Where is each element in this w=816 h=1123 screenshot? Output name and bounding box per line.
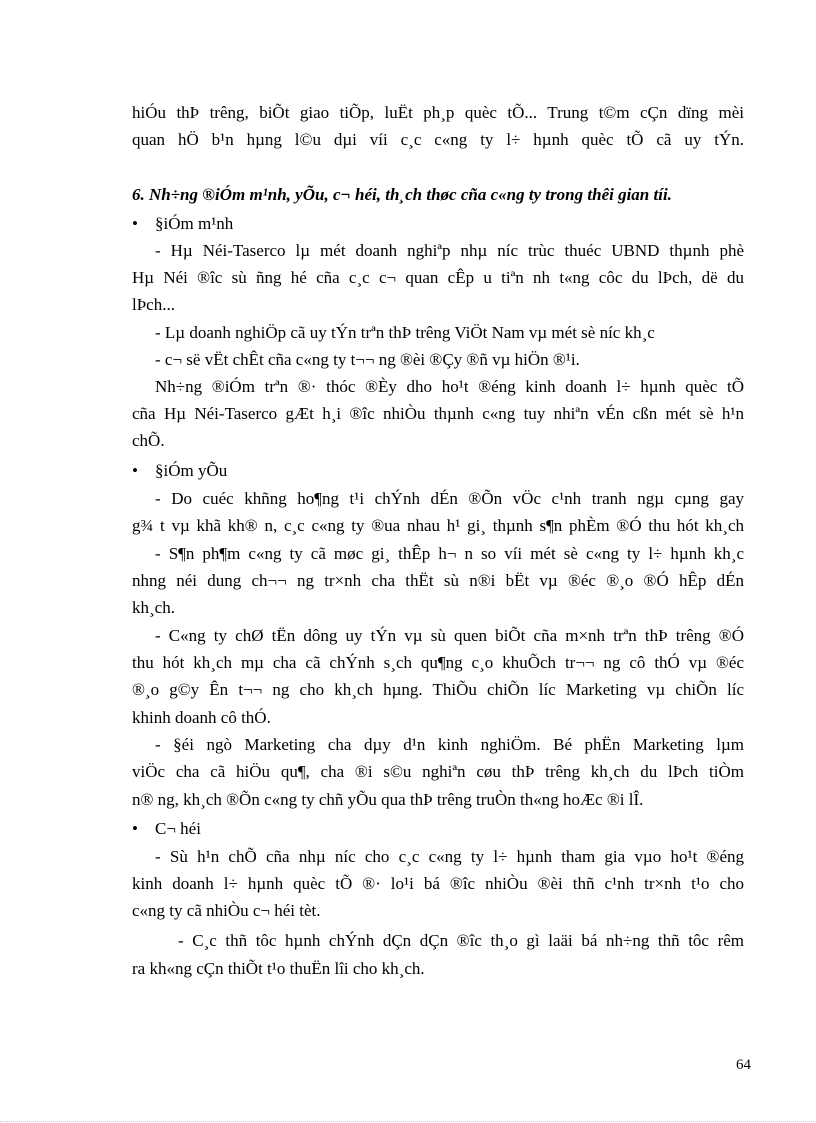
body-line-opportunity-3: c«ng ty cã nhiÒu c¬ héi tèt.: [132, 901, 321, 920]
body-line-weakness-2: g¾ t vµ khã kh® n, c¸c c«ng ty ®ua nhau h¹ gi¸ thµnh s¶n phÈm ®Ó thu hót kh¸ch: [132, 516, 744, 535]
body-line-weakness-9: khinh doanh cô thÓ.: [132, 708, 271, 727]
body-line-2: quan hÖ b¹n hµng l©u dµi víi c¸c c«ng ty l÷ hµnh quèc tÕ cã uy tÝn.: [132, 130, 744, 149]
body-line-opportunity-4: - C¸c thñ tôc hµnh chÝnh dÇn dÇn ®îc th¸o gì laäi bá nh÷ng thñ tôc rêm: [178, 931, 744, 950]
body-line-weakness-5: kh¸ch.: [132, 598, 175, 617]
page-number: 64: [736, 1057, 751, 1073]
body-line-strength-1: - Hµ Néi-Taserco lµ mét doanh nghiªp nhµ níc trùc thuéc UBND thµnh phè: [155, 241, 744, 260]
body-line-1: hiÓu thÞ trêng, biÕt giao tiÕp, luËt ph¸p quèc tÕ... Trung t©m cÇn dïng mèi: [132, 103, 744, 122]
bullet-marker: •: [132, 461, 138, 480]
body-line-weakness-10: - §éi ngò Marketing cha dµy d¹n kinh nghiÖm. Bé phËn Marketing lµm: [155, 735, 744, 754]
body-line-strength-2: Hµ Néi ®îc sù ñng hé cña c¸c c¬ quan cÊp u tiªn nh t«ng côc du lÞch, dë du: [132, 268, 744, 287]
body-line-weakness-3: - S¶n ph¶m c«ng ty cã møc gi¸ thÊp h¬ n so víi mét sè c«ng ty l÷ hµnh kh¸c: [155, 544, 744, 563]
body-line-strength-4: - Lµ doanh nghiÖp cã uy tÝn trªn thÞ trêng ViÖt Nam vµ mét sè níc kh¸c: [155, 323, 655, 342]
body-line-weakness-11: viÖc cha cã hiÖu qu¶, cha ®i s©u nghiªn cøu thÞ trêng kh¸ch du lÞch tiÒm: [132, 762, 744, 781]
body-line-weakness-7: thu hót kh¸ch mµ cha cã chÝnh s¸ch qu¶ng c¸o khuÕch tr¬¬ ng cô thÓ vµ ®éc: [132, 653, 744, 672]
body-line-summary-1: Nh÷ng ®iÓm trªn ®· thóc ®Èy dho ho¹t ®éng kinh doanh l÷ hµnh quèc tÕ: [155, 377, 744, 396]
subheading-weaknesses: §iÓm yÕu: [155, 461, 228, 480]
body-line-summary-3: chÕ.: [132, 431, 165, 450]
section-heading: 6. Nh÷ng ®iÓm m¹nh, yÕu, c¬ héi, th¸ch thøc cña c«ng ty trong thêi gian tíi.: [132, 185, 672, 204]
body-line-weakness-4: nhng néi dung ch¬¬ ng tr×nh cha thËt sù n®i bËt vµ ®éc ®¸o ®Ó hÊp dÉn: [132, 571, 744, 590]
body-line-weakness-8: ®¸o g©y Ên t¬¬ ng cho kh¸ch hµng. ThiÕu chiÕn líc Marketing vµ chiÕn líc: [132, 680, 744, 699]
body-line-weakness-1: - Do cuéc khñng ho¶ng t¹i chÝnh dÉn ®Õn vÖc c¹nh tranh ngµ cµng gay: [155, 489, 744, 508]
body-line-summary-2: cña Hµ Néi-Taserco gÆt h¸i ®îc nhiÒu thµnh c«ng tuy nhiªn vÉn cßn mét sè h¹n: [132, 404, 744, 423]
body-line-opportunity-1: - Sù h¹n chÕ cña nhµ níc cho c¸c c«ng ty l÷ hµnh tham gia vµo ho¹t ®éng: [155, 847, 744, 866]
bullet-marker: •: [132, 214, 138, 233]
body-line-strength-5: - c¬ së vËt chÊt cña c«ng ty t¬¬ ng ®èi ®Çy ®ñ vµ hiÖn ®¹i.: [155, 350, 580, 369]
subheading-opportunities: C¬ héi: [155, 819, 201, 838]
body-line-opportunity-5: ra kh«ng cÇn thiÕt t¹o thuËn lîi cho kh¸ch.: [132, 959, 425, 978]
body-line-opportunity-2: kinh doanh l÷ hµnh quèc tÕ ®· lo¹i bá ®îc nhiÒu ®èi thñ c¹nh tr×nh t¹o cho: [132, 874, 744, 893]
bullet-marker: •: [132, 819, 138, 838]
body-line-weakness-6: - C«ng ty chØ tËn dông uy tÝn vµ sù quen biÕt cña m×nh trªn thÞ trêng ®Ó: [155, 626, 744, 645]
subheading-strengths: §iÓm m¹nh: [155, 214, 234, 233]
body-line-strength-3: lÞch...: [132, 295, 175, 314]
body-line-weakness-12: n® ng, kh¸ch ®Õn c«ng ty chñ yÕu qua thÞ trêng truÒn th«ng hoÆc ®i lÎ.: [132, 790, 644, 809]
